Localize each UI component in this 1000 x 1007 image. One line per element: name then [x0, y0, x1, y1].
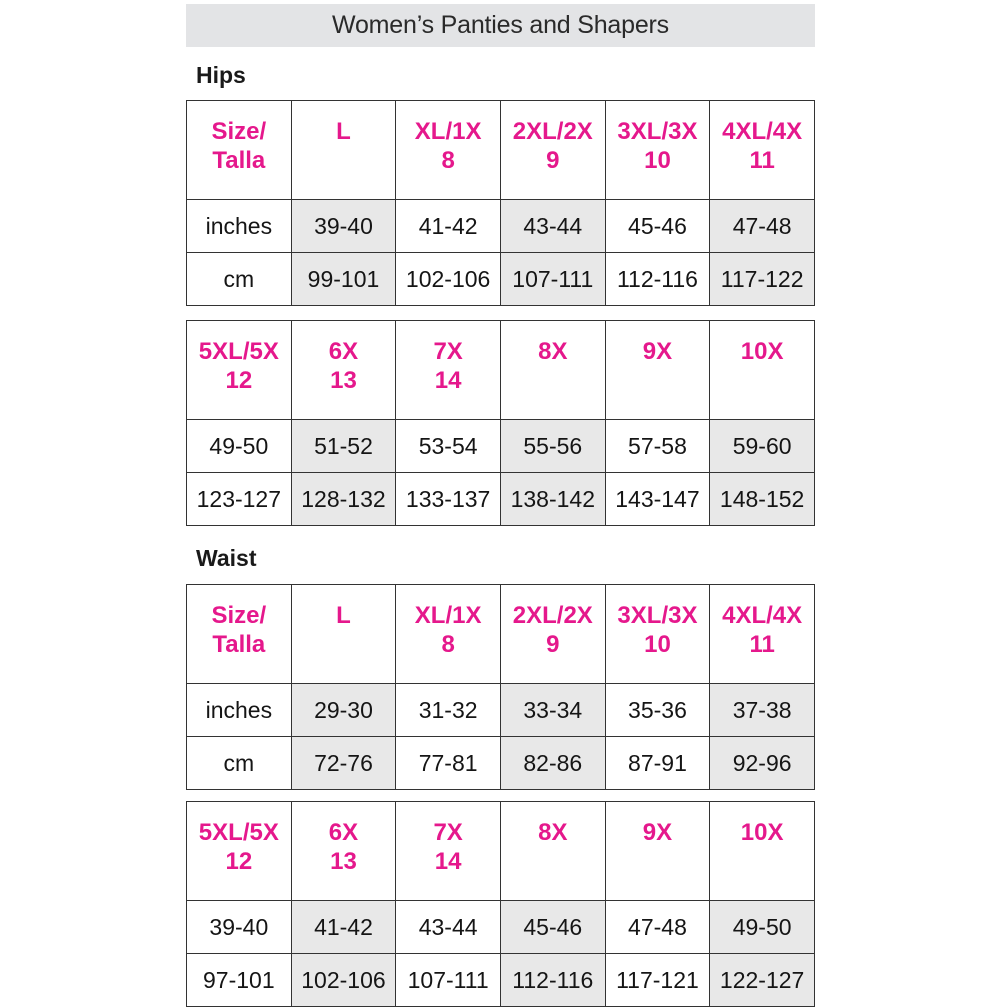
header-cell: 8X: [500, 802, 605, 901]
table-row: [187, 954, 815, 1007]
table-header-row: [187, 585, 815, 684]
table-cell: 53-54: [396, 420, 501, 473]
table-cell: 87-91: [605, 737, 710, 790]
table-cell: 107-111: [396, 954, 501, 1007]
header-cell: 3XL/3X 10: [605, 101, 710, 200]
table-cell: 43-44: [500, 200, 605, 253]
header-cell: 4XL/4X 11: [710, 101, 815, 200]
hips-size-table-1: [186, 100, 815, 306]
table-cell: 39-40: [187, 901, 292, 954]
table-cell: 47-48: [710, 200, 815, 253]
table-cell: 148-152: [710, 473, 815, 526]
section-label-waist: Waist: [196, 545, 257, 571]
row-label-cm: cm: [187, 737, 292, 790]
table-row: [187, 253, 815, 306]
table-cell: 128-132: [291, 473, 396, 526]
table-cell: 35-36: [605, 684, 710, 737]
table-cell: 33-34: [500, 684, 605, 737]
table-cell: 49-50: [710, 901, 815, 954]
table-cell: 45-46: [605, 200, 710, 253]
table-cell: 102-106: [291, 954, 396, 1007]
header-cell: L: [291, 585, 396, 684]
chart-title: Women’s Panties and Shapers: [186, 4, 815, 47]
table-header-row: [187, 101, 815, 200]
table-cell: 107-111: [500, 253, 605, 306]
row-label-inches: inches: [187, 200, 292, 253]
header-cell: 10X: [710, 321, 815, 420]
table-cell: 57-58: [605, 420, 710, 473]
header-cell: Size/ Talla: [187, 585, 292, 684]
table-cell: 41-42: [396, 200, 501, 253]
table-cell: 41-42: [291, 901, 396, 954]
header-cell: 4XL/4X 11: [710, 585, 815, 684]
header-cell: 2XL/2X 9: [500, 585, 605, 684]
table-row: [187, 737, 815, 790]
table-header-row: [187, 802, 815, 901]
table-cell: 112-116: [605, 253, 710, 306]
hips-size-table-2: [186, 320, 815, 526]
table-cell: 123-127: [187, 473, 292, 526]
header-cell: 7X 14: [396, 802, 501, 901]
header-cell: 3XL/3X 10: [605, 585, 710, 684]
table-cell: 51-52: [291, 420, 396, 473]
header-cell: 5XL/5X 12: [187, 321, 292, 420]
table-cell: 92-96: [710, 737, 815, 790]
table-cell: 102-106: [396, 253, 501, 306]
waist-size-table-2: [186, 801, 815, 1007]
table-header-row: [187, 321, 815, 420]
table-cell: 49-50: [187, 420, 292, 473]
table-cell: 77-81: [396, 737, 501, 790]
header-cell: 9X: [605, 321, 710, 420]
header-cell: 7X 14: [396, 321, 501, 420]
table-cell: 47-48: [605, 901, 710, 954]
table-cell: 143-147: [605, 473, 710, 526]
table-cell: 82-86: [500, 737, 605, 790]
header-cell: XL/1X 8: [396, 101, 501, 200]
table-row: [187, 473, 815, 526]
table-row: [187, 420, 815, 473]
table-cell: 99-101: [291, 253, 396, 306]
table-cell: 133-137: [396, 473, 501, 526]
header-cell: 5XL/5X 12: [187, 802, 292, 901]
table-cell: 29-30: [291, 684, 396, 737]
table-cell: 138-142: [500, 473, 605, 526]
table-cell: 112-116: [500, 954, 605, 1007]
table-row: [187, 901, 815, 954]
table-cell: 117-121: [605, 954, 710, 1007]
table-cell: 117-122: [710, 253, 815, 306]
header-cell: L: [291, 101, 396, 200]
header-cell: 2XL/2X 9: [500, 101, 605, 200]
header-cell: Size/ Talla: [187, 101, 292, 200]
table-cell: 122-127: [710, 954, 815, 1007]
table-cell: 59-60: [710, 420, 815, 473]
table-cell: 37-38: [710, 684, 815, 737]
table-cell: 55-56: [500, 420, 605, 473]
row-label-inches: inches: [187, 684, 292, 737]
header-cell: 10X: [710, 802, 815, 901]
row-label-cm: cm: [187, 253, 292, 306]
header-cell: XL/1X 8: [396, 585, 501, 684]
header-cell: 6X 13: [291, 321, 396, 420]
section-label-hips: Hips: [196, 62, 246, 88]
table-cell: 97-101: [187, 954, 292, 1007]
header-cell: 8X: [500, 321, 605, 420]
table-cell: 72-76: [291, 737, 396, 790]
waist-size-table-1: [186, 584, 815, 790]
table-row: [187, 684, 815, 737]
table-cell: 39-40: [291, 200, 396, 253]
table-row: [187, 200, 815, 253]
table-cell: 45-46: [500, 901, 605, 954]
header-cell: 9X: [605, 802, 710, 901]
table-cell: 31-32: [396, 684, 501, 737]
header-cell: 6X 13: [291, 802, 396, 901]
table-cell: 43-44: [396, 901, 501, 954]
